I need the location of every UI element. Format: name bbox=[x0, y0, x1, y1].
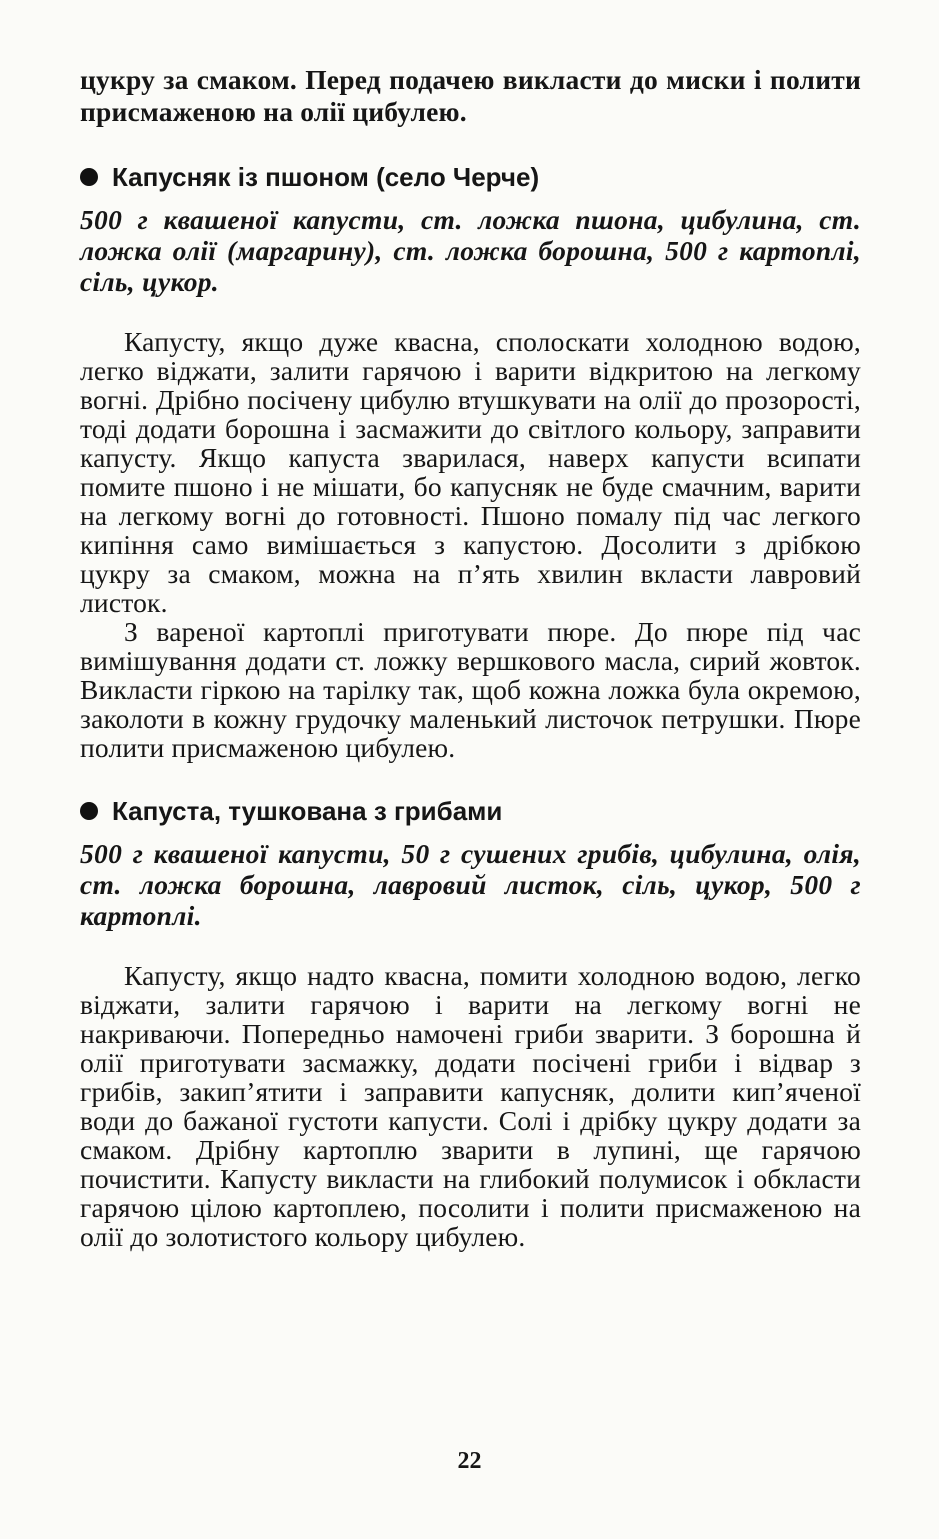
spacer bbox=[80, 931, 861, 961]
recipe-instructions: Капусту, якщо надто квасна, помити холодною водою, легко віджати, залити гарячою і варити на легкому вогні не накриваючи. Попередньо намочені гриби зварити. З борошна й олії приготувати засмажку, додати посічені гриби і відвар з грибів, закип’ятити і заправити капусняк, долити кип’яченої води до бажаної густоти капусти. Солі і дрібку цукру додати за смаком. Дрібну картоплю зварити в лупині, ще гарячою почистити. Капусту викласти на глибокий полумисок і обкласти гарячою цілою картоплею, посолити і полити присмаженою на олії до золотистого кольору цибулею. bbox=[80, 960, 861, 1252]
recipe-title-kapusta bbox=[80, 794, 861, 828]
recipe-instructions: Капусту, якщо дуже квасна, сполоскати холодною водою, легко віджати, залити гарячою і варити відкритою на легкому вогні. Дрібно посічену цибулю втушкувати на олії до прозорості, тоді додати борошна і засмажити до світлого кольору, заправити капусту. Якщо капуста зварилася, наверх капусти всипати помите пшоно і не мішати, бо капусняк не буде смачним, варити на легкому вогні до готовності. Пшоно помалу під час легкого кипіння само вимішається з капустою. Досолити з дрібкою цукру за смаком, можна на п’ять хвилин вкласти лавровий листок. bbox=[80, 326, 861, 618]
continued-text: цукру за смаком. Перед подачею викласти до миски і полити присмаженою на олії цибулею. bbox=[80, 64, 861, 127]
recipe-ingredients: 500 г квашеної капусти, ст. ложка пшона, цибулина, ст. ложка олії (маргарину), ст. ложка борошна, 500 г картоплі, сіль, цукор. bbox=[80, 204, 861, 297]
recipe-ingredients: 500 г квашеної капусти, 50 г сушених грибів, цибулина, олія, ст. ложка борошна, лавровий листок, сіль, цукор, 500 г картоплі. bbox=[80, 838, 861, 931]
recipe-instructions: З вареної картоплі приготувати пюре. До пюре під час вимішування додати ст. ложку вершкового масла, сирий жовток. Викласти гіркою на тарілку так, щоб кожна ложка була окремою, заколоти в кожну грудочку маленький листочок петрушки. Пюре полити присмаженою цибулею. bbox=[80, 616, 861, 763]
recipe-title-text: Капуста, тушкована з грибами bbox=[112, 795, 503, 826]
spacer bbox=[80, 297, 861, 327]
recipe-title-kapusniak bbox=[80, 160, 861, 194]
page-number: 22 bbox=[457, 1448, 482, 1474]
bullet-icon bbox=[80, 802, 98, 820]
bullet-icon bbox=[80, 168, 98, 186]
recipe-title-text: Капусняк із пшоном (село Черче) bbox=[112, 161, 540, 192]
